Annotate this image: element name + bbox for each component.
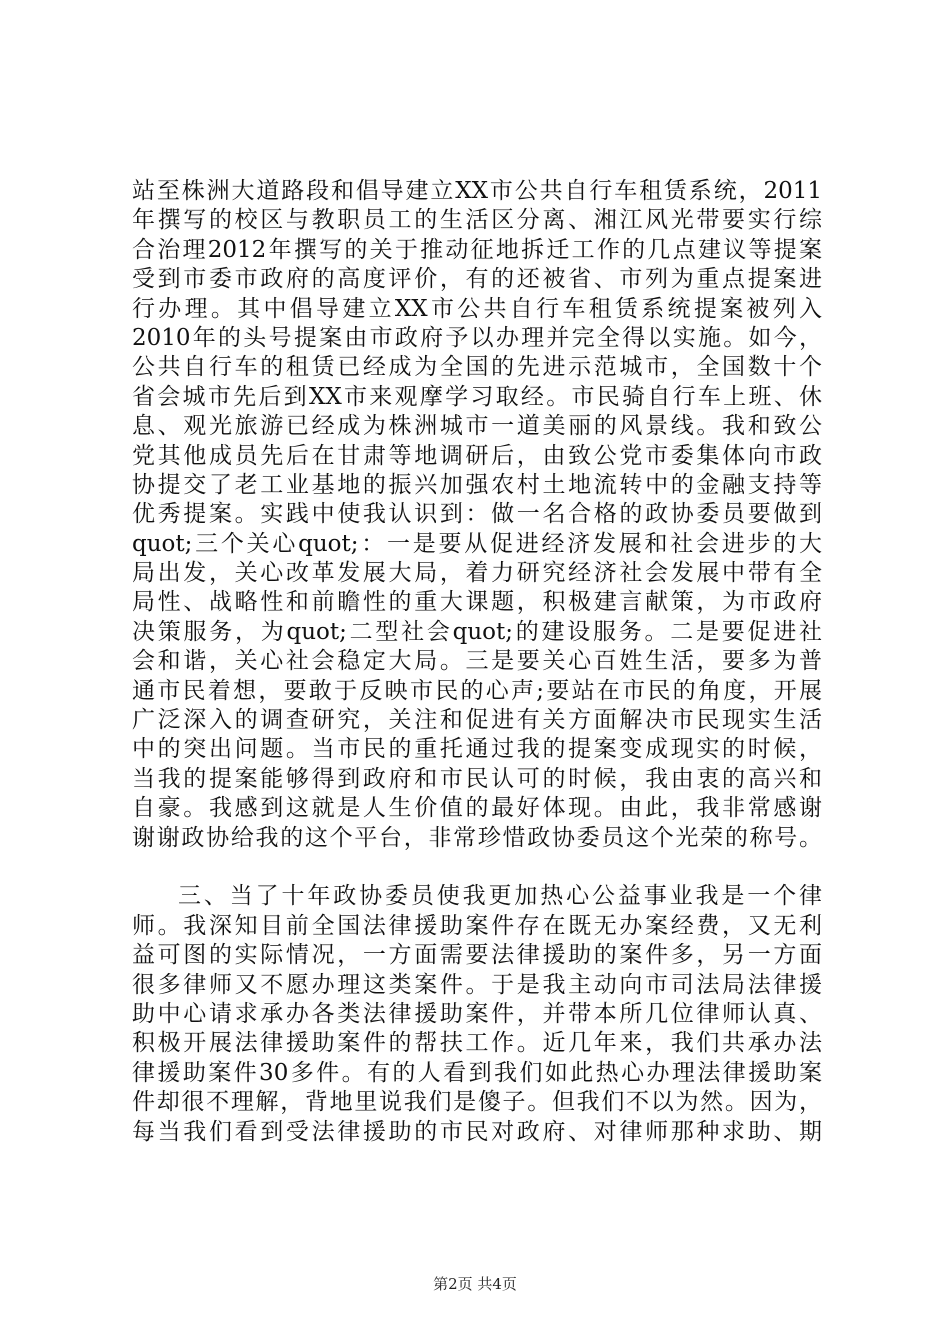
text-line: 益可图的实际情况，一方面需要法律援助的案件多，另一方面 (132, 942, 822, 969)
text-line: 中的突出问题。当市民的重托通过我的提案变成现实的时候， (132, 736, 822, 763)
text-line: 局性、战略性和前瞻性的重大课题，积极建言献策，为市政府 (132, 589, 822, 616)
text-line: 师。我深知目前全国法律援助案件存在既无办案经费，又无利 (132, 912, 822, 939)
text-line: 年撰写的校区与教职员工的生活区分离、湘江风光带要实行综 (132, 207, 822, 234)
text-line: 助中心请求承办各类法律援助案件，并带本所几位律师认真、 (132, 1000, 822, 1027)
text-line: 通市民着想，要敢于反映市民的心声;要站在市民的角度，开展 (132, 677, 822, 704)
page-number-footer: 第2页 共4页 (433, 1275, 517, 1293)
text-line: 协提交了老工业基地的振兴加强农村土地流转中的金融支持等 (132, 471, 822, 498)
text-line: 党其他成员先后在甘肃等地调研后，由致公党市委集体向市政 (132, 442, 822, 469)
text-line: 当我的提案能够得到政府和市民认可的时候，我由衷的高兴和 (132, 765, 822, 792)
paragraph-2 (132, 882, 822, 1147)
paragraph-1 (132, 177, 822, 853)
text-line: 受到市委市政府的高度评价，有的还被省、市列为重点提案进 (132, 266, 822, 293)
text-line: 2010年的头号提案由市政府予以办理并完全得以实施。如今， (132, 324, 822, 351)
text-line: 公共自行车的租赁已经成为全国的先进示范城市，全国数十个 (132, 354, 822, 381)
text-line: 广泛深入的调查研究，关注和促进有关方面解决市民现实生活 (132, 707, 822, 734)
text-line: 行办理。其中倡导建立XX市公共自行车租赁系统提案被列入 (132, 295, 822, 322)
text-line: 律援助案件30多件。有的人看到我们如此热心办理法律援助案 (132, 1059, 822, 1086)
text-line: 优秀提案。实践中使我认识到：做一名合格的政协委员要做到 (132, 501, 822, 528)
text-line: 决策服务，为quot;二型社会quot;的建设服务。二是要促进社 (132, 618, 822, 645)
text-line: 会和谐，关心社会稳定大局。三是要关心百姓生活，要多为普 (132, 648, 822, 675)
text-line: 每当我们看到受法律援助的市民对政府、对律师那种求助、期 (132, 1118, 822, 1145)
text-line: 三、当了十年政协委员使我更加热心公益事业我是一个律 (178, 883, 822, 910)
text-line: 件却很不理解，背地里说我们是傻子。但我们不以为然。因为， (132, 1089, 822, 1116)
document-body (132, 177, 822, 1147)
text-line: 站至株洲大道路段和倡导建立XX市公共自行车租赁系统，2011 (132, 178, 822, 204)
text-line: 很多律师又不愿办理这类案件。于是我主动向市司法局法律援 (132, 971, 822, 998)
text-line: 合治理2012年撰写的关于推动征地拆迁工作的几点建议等提案 (132, 236, 822, 263)
text-line: 自豪。我感到这就是人生价值的最好体现。由此，我非常感谢 (132, 795, 822, 822)
text-line: 省会城市先后到XX市来观摩学习取经。市民骑自行车上班、休 (132, 383, 822, 410)
text-line: 谢谢政协给我的这个平台，非常珍惜政协委员这个光荣的称号。 (132, 824, 822, 851)
text-line: 局出发，关心改革发展大局，着力研究经济社会发展中带有全 (132, 560, 822, 587)
paragraph-spacer (132, 853, 822, 882)
text-line: 息、观光旅游已经成为株洲城市一道美丽的风景线。我和致公 (132, 413, 822, 440)
text-line: quot;三个关心quot;：一是要从促进经济发展和社会进步的大 (132, 530, 822, 557)
text-line: 积极开展法律援助案件的帮扶工作。近几年来，我们共承办法 (132, 1030, 822, 1057)
